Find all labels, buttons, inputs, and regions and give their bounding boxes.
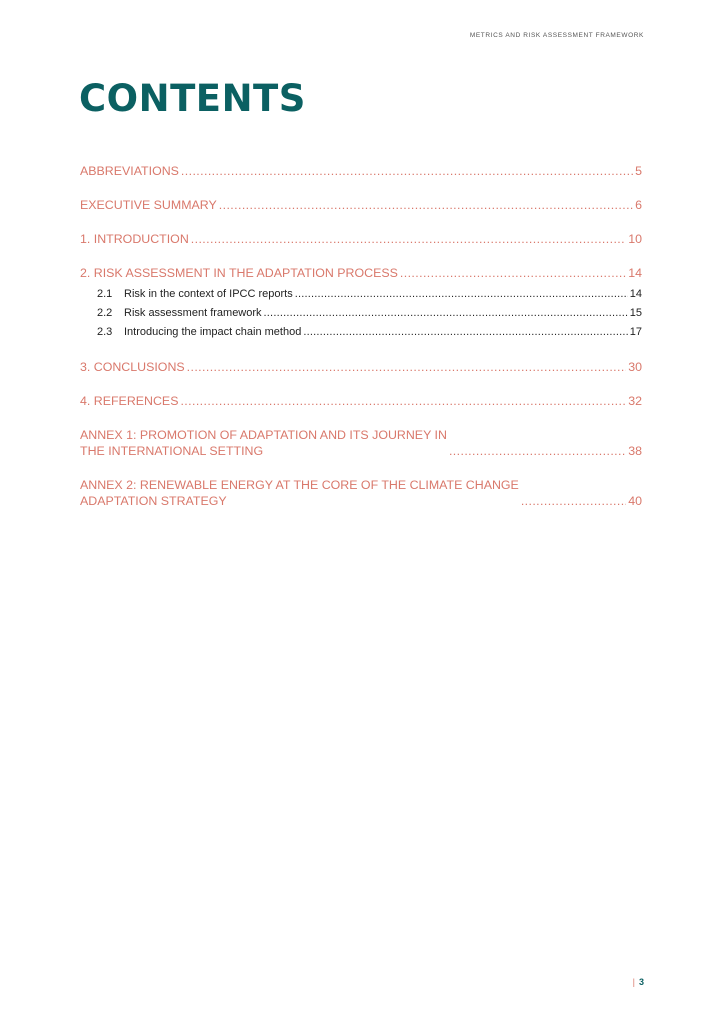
toc-entry-page: 6 [635, 198, 642, 212]
toc-subentry-label: Risk assessment framework [124, 307, 262, 319]
dot-leader [400, 265, 626, 281]
dot-leader [521, 493, 626, 509]
toc-entry-page: 14 [628, 266, 642, 280]
toc-entry-page: 5 [635, 164, 642, 178]
toc-entry-label [80, 477, 519, 509]
toc-entry-label: EXECUTIVE SUMMARY [80, 198, 217, 212]
toc-entry-label: ABBREVIATIONS [80, 164, 179, 178]
dot-leader [180, 393, 626, 409]
toc-entry-references[interactable] [80, 393, 642, 409]
page-number: 3 [638, 977, 644, 987]
toc-entry-label-line2: THE INTERNATIONAL SETTING [80, 444, 264, 458]
toc-entry-page: 10 [628, 232, 642, 246]
toc-subentry-page: 17 [629, 326, 642, 338]
toc-subentry-number: 2.2 [97, 307, 113, 319]
dot-leader [449, 443, 626, 459]
dot-leader [219, 197, 633, 213]
toc-entry-label-line1: ANNEX 1: PROMOTION OF ADAPTATION AND ITS JOURNEY IN [80, 428, 447, 442]
toc-entry-label: 3. CONCLUSIONS [80, 360, 185, 374]
toc-entry-page: 32 [628, 394, 642, 408]
toc-entry-label-line2: ADAPTATION STRATEGY [80, 494, 227, 508]
toc-entry-annex-2[interactable] [80, 477, 642, 509]
toc-subentry-2-2[interactable] [97, 306, 642, 320]
toc-subentry-number: 2.1 [97, 288, 113, 300]
page-title: CONTENTS [79, 77, 306, 120]
toc-entry-introduction[interactable] [80, 231, 642, 247]
toc-subentry-2-1[interactable] [97, 287, 642, 301]
toc-entry-label: 2. RISK ASSESSMENT IN THE ADAPTATION PROCESS [80, 266, 398, 280]
toc-entry-page: 40 [628, 494, 642, 508]
toc-subentry-label: Introducing the impact chain method [124, 326, 302, 338]
dot-leader [264, 306, 628, 320]
toc-subentry-page: 15 [629, 307, 642, 319]
toc-subentry-label: Risk in the context of IPCC reports [124, 288, 293, 300]
toc-entry-page: 30 [628, 360, 642, 374]
dot-leader [187, 359, 627, 375]
toc-entry-label: 1. INTRODUCTION [80, 232, 189, 246]
toc-entry-executive-summary[interactable] [80, 197, 642, 213]
toc-entry-label: 4. REFERENCES [80, 394, 179, 408]
toc-subentry-page: 14 [629, 288, 642, 300]
dot-leader [295, 287, 628, 301]
toc-entry-risk-assessment[interactable] [80, 265, 642, 281]
toc-subentry-2-3[interactable] [97, 325, 642, 339]
toc-entry-annex-1[interactable] [80, 427, 642, 459]
toc-entry-conclusions[interactable] [80, 359, 642, 375]
page-footer [633, 977, 644, 987]
dot-leader [191, 231, 626, 247]
footer-separator: | [632, 977, 635, 987]
toc-entry-label [80, 427, 447, 459]
toc-entry-abbreviations[interactable] [80, 163, 642, 179]
running-header: METRICS AND RISK ASSESSMENT FRAMEWORK [469, 32, 644, 39]
toc-subentry-number: 2.3 [97, 326, 113, 338]
table-of-contents [80, 163, 642, 527]
toc-entry-page: 38 [628, 444, 642, 458]
dot-leader [303, 325, 627, 339]
toc-entry-label-line1: ANNEX 2: RENEWABLE ENERGY AT THE CORE OF THE CLIMATE CHANGE [80, 478, 519, 492]
dot-leader [181, 163, 633, 179]
